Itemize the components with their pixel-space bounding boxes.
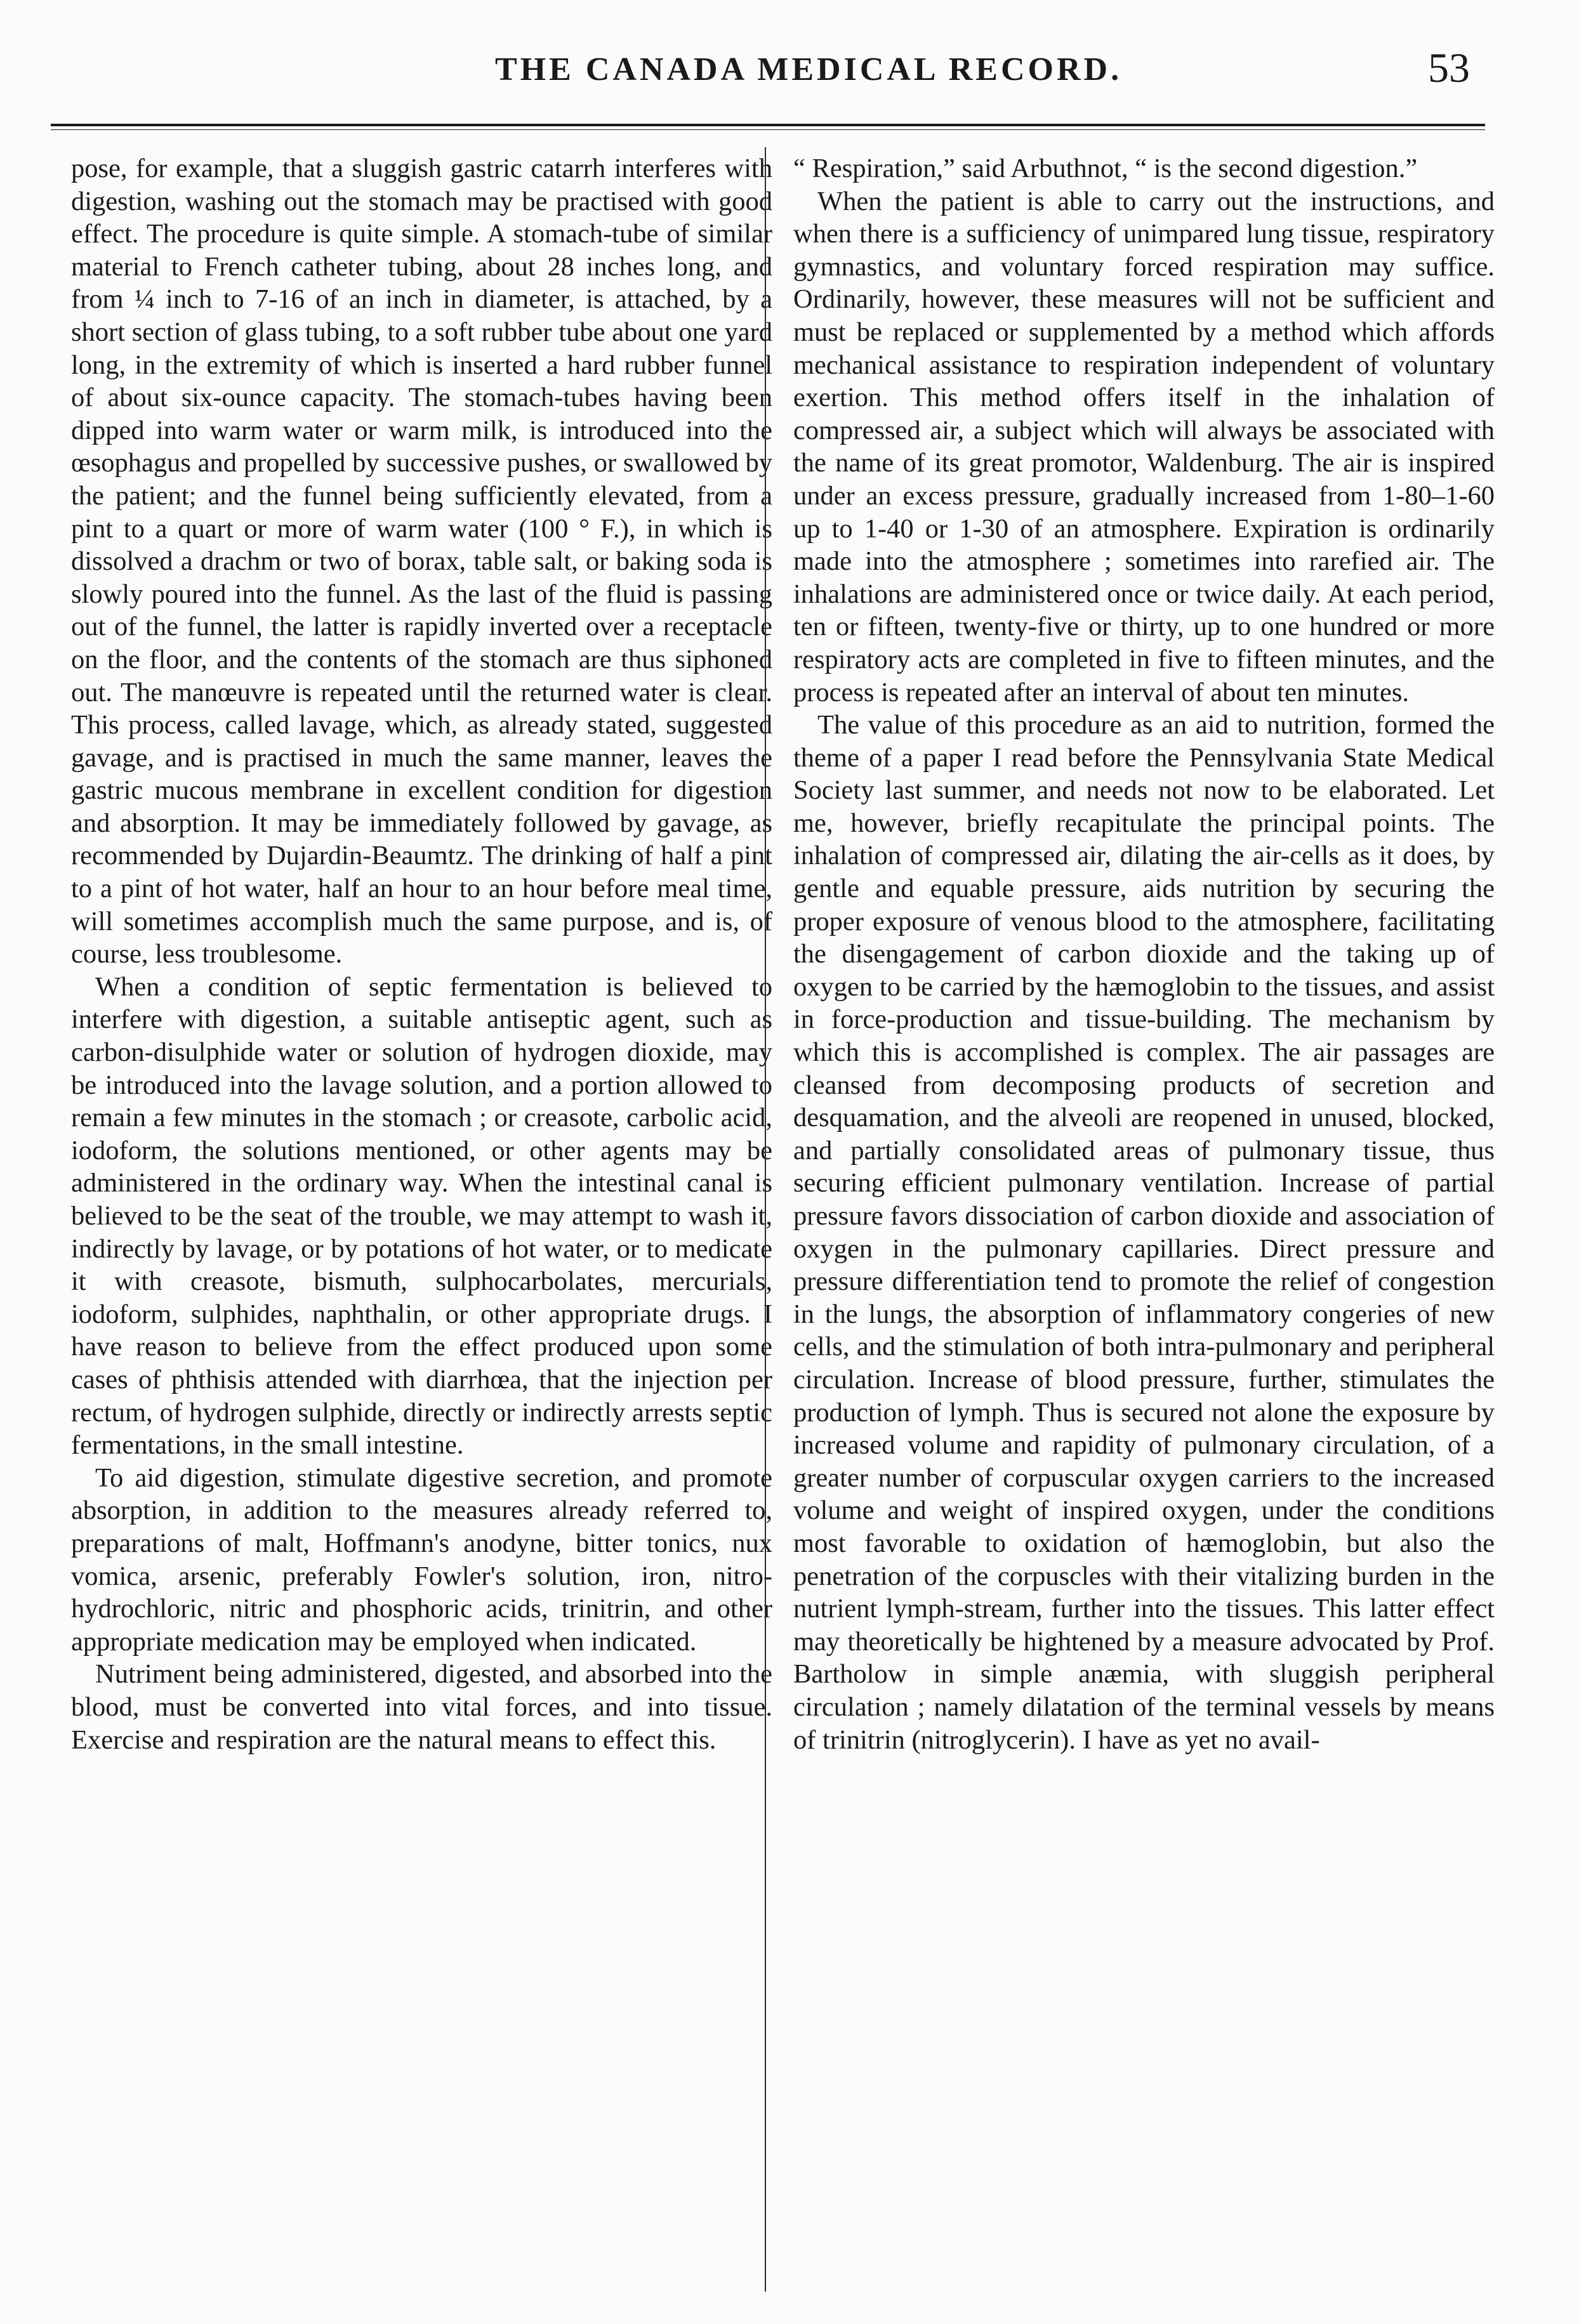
header-rule: [51, 124, 1485, 130]
paragraph: When a condition of septic fermentation is believed to interfere with digestion, a suitable antiseptic agent, such as carbon-disulphide water or solution of hydrogen dioxide, may be introduced into the lavage solution, and a portion allowed to remain a few minutes in the stomach ; or creasote, carbolic acid, iodoform, the solutions mentioned, or other agents may be administered in the ordinary way. When the intestinal canal is believed to be the seat of the trouble, we may attempt to wash it, indirectly by lavage, or by potations of hot water, or to medicate it with creasote, bismuth, sulphocarbolates, mercurials, iodoform, sulphides, naphthalin, or other appropriate drugs. I have reason to believe from the effect produced upon some cases of phthisis attended with diarrhœa, that the injection per rectum, of hydrogen sulphide, directly or indirectly arrests septic fermentations, in the small intestine.: [71, 971, 772, 1461]
paragraph: To aid digestion, stimulate digestive secretion, and promote absorption, in addition to the measures already referred to, preparations of malt, Hoffmann's anodyne, bitter tonics, nux vomica, arsenic, preferably Fowler's solution, iron, nitro-hydrochloric, nitric and phosphoric acids, trinitrin, and other appropriate medication may be employed when indicated.: [71, 1462, 772, 1657]
left-column: [71, 152, 772, 1756]
paragraph: The value of this procedure as an aid to nutrition, formed the theme of a paper I read before the Pennsylvania State Medical Society last summer, and needs not now to be elaborated. Let me, however, briefly recapitulate the principal points. The inhalation of compressed air, dilating the air-cells as it does, by gentle and equable pressure, aids nutrition by securing the proper exposure of venous blood to the atmosphere, facilitating the disengagement of carbon dioxide and the taking up of oxygen to be carried by the hæmoglobin to the tissues, and assist in force-production and tissue-building. The mechanism by which this is accomplished is complex. The air passages are cleansed from decomposing products of secretion and desquamation, and the alveoli are reopened in unused, blocked, and partially consolidated areas of pulmonary tissue, thus securing efficient pulmonary ventilation. Increase of partial pressure favors dissociation of carbon dioxide and association of oxygen in the pulmonary capillaries. Direct pressure and pressure differentiation tend to promote the relief of congestion in the lungs, the absorption of inflammatory congeries of new cells, and the stimulation of both intra-pulmonary and peripheral circulation. Increase of blood pressure, further, stimulates the production of lymph. Thus is secured not alone the exposure by increased volume and rapidity of pulmonary circulation, of a greater number of corpuscular oxygen carriers to the increased volume and weight of inspired oxygen, under the conditions most favorable to oxidation of hæmoglobin, but also the penetration of the corpuscles with their vitalizing burden in the nutrient lymph-stream, further into the tissues. This latter effect may theoretically be hightened by a measure advocated by Prof. Bartholow in simple anæmia, with sluggish peripheral circulation ; namely dilatation of the terminal vessels by means of trinitrin (nitroglycerin). I have as yet no avail-: [793, 710, 1495, 1755]
paragraph: Nutriment being administered, digested, and absorbed into the blood, must be converted into vital forces, and into tissue. Exercise and respiration are the natural means to effect this.: [71, 1659, 772, 1755]
column-divider: [765, 147, 766, 2292]
paragraph: pose, for example, that a sluggish gastric catarrh interferes with digestion, washing out the stomach may be practised with good effect. The procedure is quite simple. A stomach-tube of similar material to French catheter tubing, about 28 inches long, and from ¼ inch to 7-16 of an inch in diameter, is attached, by a short section of glass tubing, to a soft rubber tube about one yard long, in the extremity of which is inserted a hard rubber funnel of about six-ounce capacity. The stomach-tubes having been dipped into warm water or warm milk, is introduced into the œsophagus and propelled by successive pushes, or swallowed by the patient; and the funnel being sufficiently elevated, from a pint to a quart or more of warm water (100 ° F.), in which is dissolved a drachm or two of borax, table salt, or baking soda is slowly poured into the funnel. As the last of the fluid is passing out of the funnel, the latter is rapidly inverted over a receptacle on the floor, and the contents of the stomach are thus siphoned out. The manœuvre is repeated until the returned water is clear. This process, called lavage, which, as already stated, suggested gavage, and is practised in much the same manner, leaves the gastric mucous membrane in excellent condition for digestion and absorption. It may be immediately followed by gavage, as recommended by Dujardin-Beaumtz. The drinking of half a pint to a pint of hot water, half an hour to an hour before meal time, will sometimes accomplish much the same purpose, and is, of course, less troublesome.: [71, 154, 772, 969]
right-column: [793, 152, 1495, 1756]
paragraph: “ Respiration,” said Arbuthnot, “ is the second digestion.”: [793, 154, 1418, 183]
running-title: THE CANADA MEDICAL RECORD.: [495, 51, 1123, 88]
running-head: [0, 44, 1579, 102]
page-number: 53: [1428, 45, 1470, 91]
paragraph: When the patient is able to carry out the instructions, and when there is a sufficiency of unimpared lung tissue, respiratory gymnastics, and voluntary forced respiration may suffice. Ordinarily, however, these measures will not be sufficient and must be replaced or supplemented by a method which affords mechanical assistance to respiration independent of voluntary exertion. This method offers itself in the inhalation of compressed air, a subject which will always be associated with the name of its great promotor, Waldenburg. The air is inspired under an excess pressure, gradually increased from 1-80–1-60 up to 1-40 or 1-30 of an atmosphere. Expiration is ordinarily made into the atmosphere ; sometimes into rarefied air. The inhalations are administered once or twice daily. At each period, ten or fifteen, twenty-five or thirty, up to one hundred or more respiratory acts are completed in five to fifteen minutes, and the process is repeated after an interval of about ten minutes.: [793, 186, 1495, 707]
